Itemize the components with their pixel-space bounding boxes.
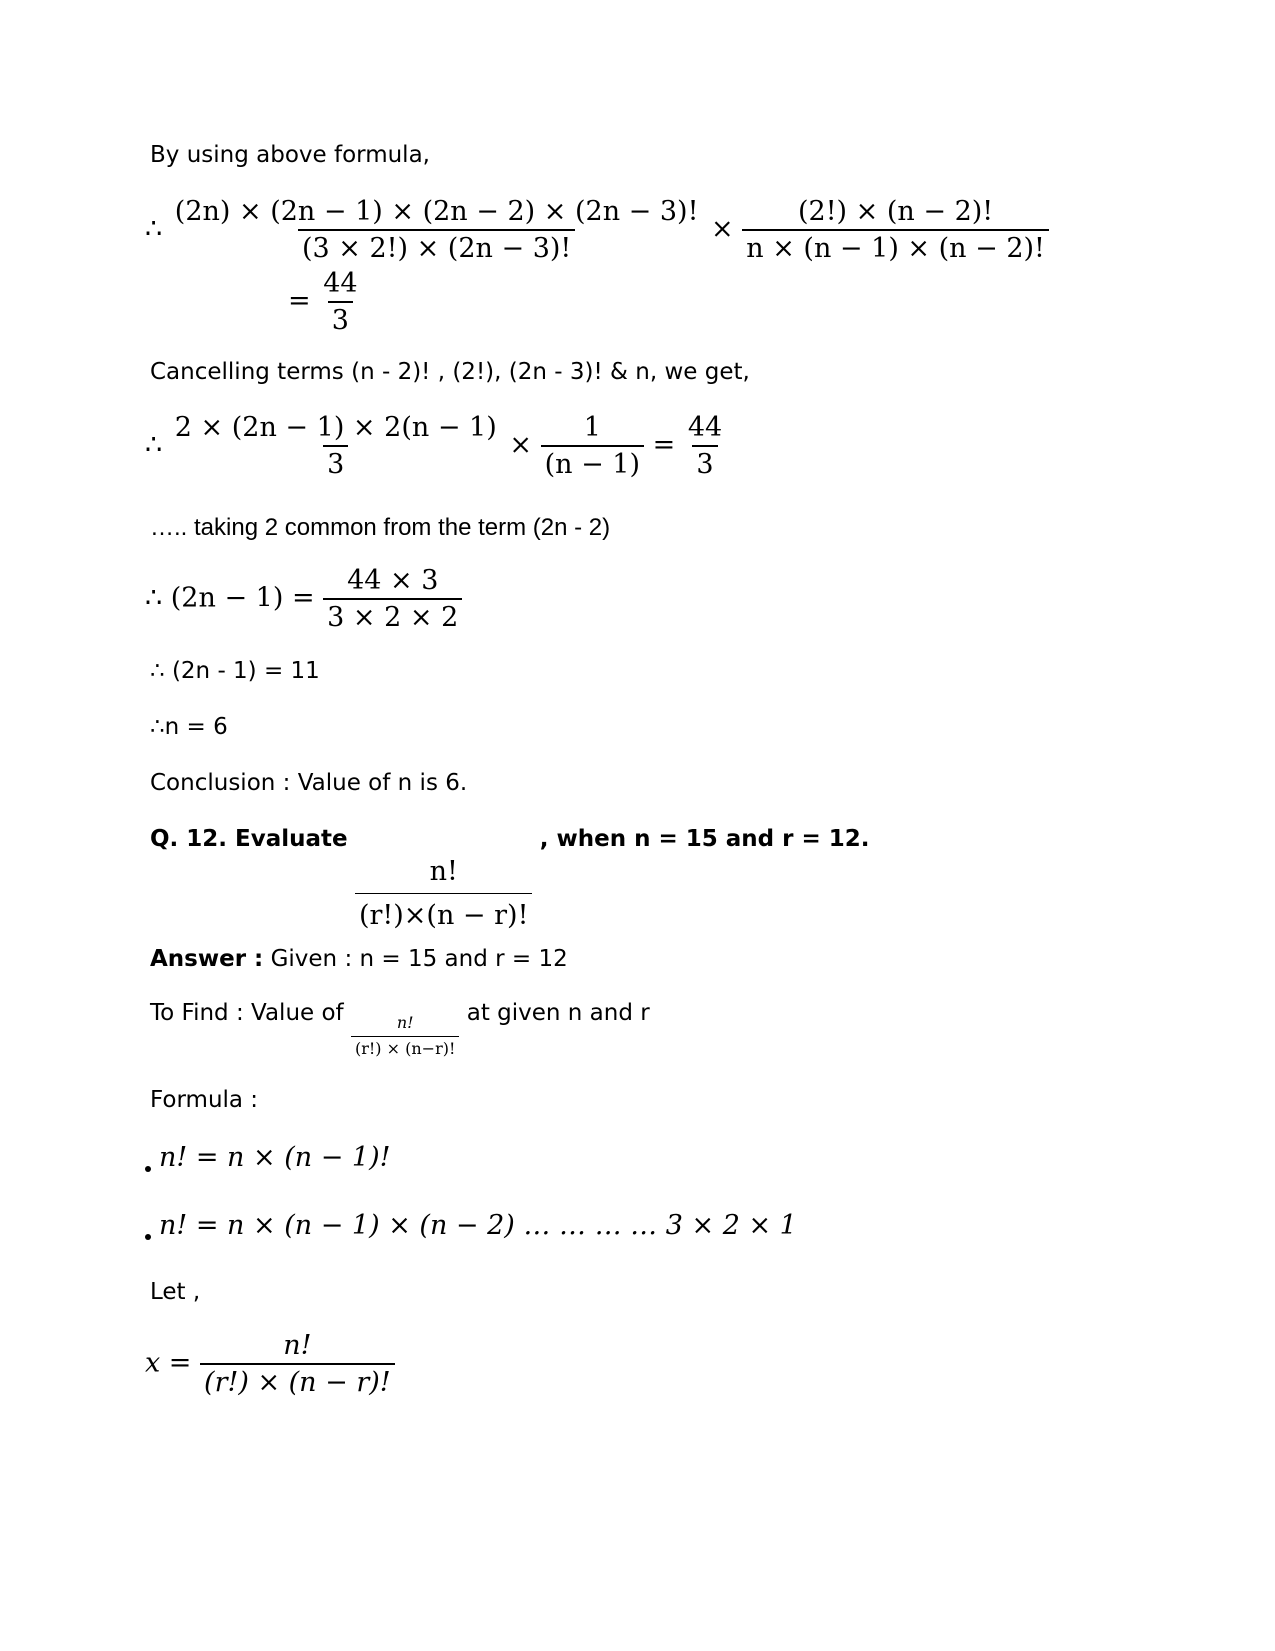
numerator: 44 (323, 268, 358, 299)
numerator: 44 × 3 (347, 565, 439, 596)
numerator: 2 × (2n − 1) × 2(n − 1) (174, 412, 497, 443)
let-text: Let , (150, 1279, 201, 1305)
to-find-line (150, 1000, 650, 1058)
result-fraction (319, 268, 361, 336)
equals-symbol: = (652, 429, 676, 461)
formula-label: Formula : (150, 1087, 259, 1113)
question-suffix: , when n = 15 and r = 12. (539, 826, 870, 852)
denominator: (3 × 2!) × (2n − 3)! (298, 229, 575, 264)
question-prefix: Q. 12. Evaluate (150, 826, 348, 852)
numerator: n! (429, 856, 458, 887)
to-find-prefix: To Find : Value of (150, 1000, 344, 1026)
formula-1 (145, 1142, 390, 1173)
x-definition (145, 1330, 395, 1398)
formula-2-text: n! = n × (n − 1) × (n − 2) … … … … 3 × 2 × 1 (159, 1210, 797, 1241)
times-symbol: × (509, 429, 532, 461)
answer-label: Answer : (150, 946, 264, 972)
numerator: n! (283, 1330, 312, 1361)
x-lhs: x = (145, 1347, 192, 1379)
denominator: 3 × 2 × 2 (323, 598, 462, 633)
denominator: (r!)×(n − r)! (355, 893, 532, 931)
therefore-symbol: ∴ (145, 429, 163, 461)
x-fraction (200, 1330, 395, 1398)
denominator: n × (n − 1) × (n − 2)! (742, 229, 1049, 264)
note-text: ….. taking 2 common from the term (2n - 2) (150, 514, 611, 541)
fraction-1 (171, 196, 703, 264)
to-find-fraction (351, 1013, 459, 1058)
formula-2 (145, 1210, 797, 1241)
bullet-icon (145, 1234, 151, 1240)
equation-2 (145, 412, 726, 480)
answer-line (150, 946, 568, 972)
denominator: (r!) × (n−r)! (351, 1036, 459, 1058)
step-1: ∴ (2n - 1) = 11 (150, 658, 320, 684)
denominator: 3 (323, 445, 348, 480)
intro-text: By using above formula, (150, 142, 430, 168)
fraction-2 (742, 196, 1049, 264)
numerator: 1 (583, 412, 601, 443)
denominator: (n − 1) (541, 445, 644, 480)
equation-lhs: ∴ (2n − 1) = (145, 582, 315, 614)
result-fraction (684, 412, 726, 480)
equation-3 (145, 565, 462, 633)
equation-1 (145, 196, 1049, 264)
cancel-text: Cancelling terms (n - 2)! , (2!), (2n - 3)! & n, we get, (150, 359, 750, 385)
question-12 (150, 826, 870, 931)
times-symbol: × (711, 213, 734, 245)
question-fraction (355, 856, 532, 931)
numerator: (2!) × (n − 2)! (798, 196, 994, 227)
denominator: (r!) × (n − r)! (200, 1363, 395, 1398)
formula-1-text: n! = n × (n − 1)! (159, 1142, 391, 1173)
conclusion: Conclusion : Value of n is 6. (150, 770, 468, 796)
numerator: (2n) × (2n − 1) × (2n − 2) × (2n − 3)! (174, 196, 699, 227)
fraction-2 (541, 412, 644, 480)
therefore-symbol: ∴ (145, 213, 163, 245)
to-find-suffix: at given n and r (466, 1000, 650, 1026)
step-2: ∴n = 6 (150, 714, 228, 740)
numerator: 44 (687, 412, 723, 443)
denominator: 3 (328, 301, 353, 336)
answer-text: Given : n = 15 and r = 12 (270, 946, 568, 972)
bullet-icon (145, 1166, 151, 1172)
equals-symbol: = (288, 285, 311, 317)
numerator: n! (396, 1013, 414, 1032)
equation-1-result (288, 268, 362, 336)
fraction-1 (171, 412, 501, 480)
denominator: 3 (692, 445, 717, 480)
fraction (323, 565, 462, 633)
